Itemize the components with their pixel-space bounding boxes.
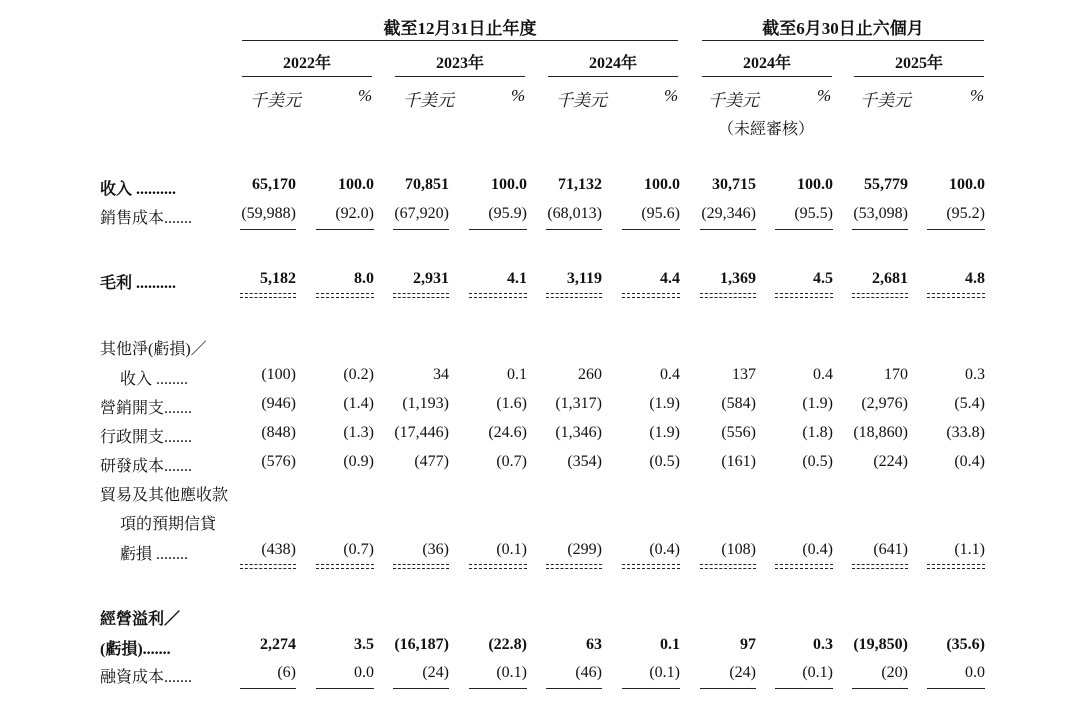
total-double-rule: [240, 564, 296, 569]
table-cell: 1,369: [720, 270, 756, 287]
table-cell: (946): [261, 395, 296, 412]
subtotal-rule: [469, 688, 527, 689]
table-cell: 100.0: [491, 176, 527, 193]
year-rule-2025-half: [854, 76, 984, 77]
total-double-rule: [700, 293, 756, 298]
table-cell: 2,931: [413, 270, 449, 287]
table-cell: (1.8): [802, 424, 833, 441]
table-cell: 100.0: [797, 176, 833, 193]
table-cell: 34: [433, 366, 449, 383]
table-cell: (0.5): [649, 453, 680, 470]
table-cell: 2,274: [260, 636, 296, 653]
total-double-rule: [469, 564, 527, 569]
unit-pct-2024-annual: %: [664, 86, 679, 105]
subtotal-rule: [546, 229, 602, 230]
year-rule-2024-half: [702, 76, 832, 77]
table-cell: (848): [261, 424, 296, 441]
table-cell: 4.8: [965, 270, 985, 287]
unaudited-note: （未經審核）: [718, 121, 815, 138]
subtotal-rule: [927, 688, 985, 689]
table-cell: 3,119: [566, 270, 602, 287]
table-cell: (2,976): [861, 395, 908, 412]
total-double-rule: [546, 293, 602, 298]
total-double-rule: [775, 564, 833, 569]
table-cell: (59,988): [241, 205, 296, 222]
table-cell: (584): [721, 395, 756, 412]
subtotal-rule: [469, 229, 527, 230]
subtotal-rule: [700, 229, 756, 230]
row-label-ecl-line3: 虧損 ........: [120, 546, 189, 563]
table-cell: 55,779: [864, 176, 908, 193]
row-label-operating-line1: 經營溢利／: [100, 611, 181, 628]
total-double-rule: [852, 564, 908, 569]
table-cell: (67,920): [394, 205, 449, 222]
table-cell: 0.4: [813, 366, 833, 383]
table-cell: 0.0: [354, 664, 374, 681]
table-cell: (16,187): [394, 636, 449, 653]
row-label-cost-of-sales: 銷售成本.......: [100, 210, 193, 227]
table-cell: (576): [261, 453, 296, 470]
table-cell: (18,860): [853, 424, 908, 441]
table-cell: (95.5): [794, 205, 833, 222]
table-cell: 260: [578, 366, 602, 383]
table-cell: (1.9): [649, 424, 680, 441]
table-cell: (22.8): [488, 636, 527, 653]
table-cell: 2,681: [872, 270, 908, 287]
table-cell: (17,446): [394, 424, 449, 441]
table-cell: (35.6): [946, 636, 985, 653]
unit-amount-2024-annual: 千美元: [556, 91, 607, 110]
row-label-rd-costs: 研發成本.......: [100, 458, 193, 475]
total-double-rule: [775, 293, 833, 298]
unit-pct-2025-half: %: [970, 86, 985, 105]
year-header-2025-half: 2025年: [894, 55, 943, 72]
table-cell: (20): [881, 664, 908, 681]
subtotal-rule: [775, 688, 833, 689]
row-label-marketing-expenses: 營銷開支.......: [100, 400, 193, 417]
table-cell: (0.1): [496, 664, 527, 681]
table-cell: 0.4: [660, 366, 680, 383]
table-cell: (0.4): [954, 453, 985, 470]
table-cell: (1.6): [496, 395, 527, 412]
total-double-rule: [622, 293, 680, 298]
table-cell: (108): [721, 541, 756, 558]
table-cell: (53,098): [853, 205, 908, 222]
table-cell: (1,346): [555, 424, 602, 441]
table-cell: 100.0: [338, 176, 374, 193]
table-cell: (299): [567, 541, 602, 558]
row-label-other-net-line1: 其他淨(虧損)／: [100, 341, 207, 358]
table-cell: 4.5: [813, 270, 833, 287]
row-label-other-net-line2: 收入 ........: [120, 371, 189, 388]
total-double-rule: [393, 564, 449, 569]
table-cell: 65,170: [252, 176, 296, 193]
table-cell: (224): [873, 453, 908, 470]
subtotal-rule: [393, 229, 449, 230]
total-double-rule: [316, 564, 374, 569]
table-cell: 97: [740, 636, 756, 653]
subtotal-rule: [546, 688, 602, 689]
row-label-gross-profit: 毛利 ..........: [100, 275, 177, 292]
unit-amount-2024-half: 千美元: [708, 91, 759, 110]
subtotal-rule: [852, 229, 908, 230]
total-double-rule: [852, 293, 908, 298]
total-double-rule: [469, 293, 527, 298]
table-cell: 0.3: [813, 636, 833, 653]
subtotal-rule: [240, 229, 296, 230]
table-cell: (36): [422, 541, 449, 558]
table-cell: (0.9): [343, 453, 374, 470]
table-cell: 63: [586, 636, 602, 653]
table-cell: 71,132: [558, 176, 602, 193]
subtotal-rule: [775, 229, 833, 230]
table-cell: (68,013): [547, 205, 602, 222]
table-cell: (46): [575, 664, 602, 681]
table-cell: 100.0: [644, 176, 680, 193]
unit-pct-2024-half: %: [817, 86, 832, 105]
table-cell: (1,193): [402, 395, 449, 412]
unit-pct-2023: %: [511, 86, 526, 105]
table-cell: (0.1): [496, 541, 527, 558]
table-cell: (1,317): [555, 395, 602, 412]
total-double-rule: [546, 564, 602, 569]
subtotal-rule: [316, 229, 374, 230]
table-cell: (438): [261, 541, 296, 558]
table-cell: (1.1): [954, 541, 985, 558]
table-cell: (477): [414, 453, 449, 470]
group-title-half-year: 截至6月30日止六個月: [762, 19, 924, 38]
table-cell: 137: [732, 366, 756, 383]
table-cell: (95.9): [488, 205, 527, 222]
year-rule-2024-annual: [548, 76, 678, 77]
table-cell: (24.6): [488, 424, 527, 441]
unit-amount-2023: 千美元: [403, 91, 454, 110]
total-double-rule: [240, 293, 296, 298]
table-cell: (641): [873, 541, 908, 558]
table-cell: 0.1: [507, 366, 527, 383]
table-cell: 0.0: [965, 664, 985, 681]
table-cell: (95.2): [946, 205, 985, 222]
subtotal-rule: [316, 688, 374, 689]
year-header-2022: 2022年: [282, 55, 331, 72]
group-rule-half-year: [702, 40, 984, 41]
table-cell: (556): [721, 424, 756, 441]
table-cell: 30,715: [712, 176, 756, 193]
table-cell: (0.1): [649, 664, 680, 681]
table-cell: 4.4: [660, 270, 680, 287]
table-cell: 170: [884, 366, 908, 383]
table-cell: (19,850): [853, 636, 908, 653]
row-label-admin-expenses: 行政開支.......: [100, 429, 193, 446]
table-cell: (0.5): [802, 453, 833, 470]
year-header-2023: 2023年: [435, 55, 484, 72]
table-cell: (1.9): [649, 395, 680, 412]
table-cell: (95.6): [641, 205, 680, 222]
table-cell: (24): [729, 664, 756, 681]
table-cell: (0.2): [343, 366, 374, 383]
subtotal-rule: [700, 688, 756, 689]
table-cell: (1.3): [343, 424, 374, 441]
total-double-rule: [393, 293, 449, 298]
row-label-revenue: 收入 ..........: [100, 181, 177, 198]
table-cell: (1.9): [802, 395, 833, 412]
total-double-rule: [927, 293, 985, 298]
row-label-ecl-line2: 項的預期信貸: [120, 516, 217, 533]
table-cell: (161): [721, 453, 756, 470]
table-cell: (29,346): [701, 205, 756, 222]
year-rule-2023: [395, 76, 525, 77]
table-cell: 0.1: [660, 636, 680, 653]
table-cell: (0.7): [496, 453, 527, 470]
row-label-finance-costs: 融資成本.......: [100, 669, 193, 686]
table-cell: (33.8): [946, 424, 985, 441]
unit-amount-2025-half: 千美元: [860, 91, 911, 110]
table-cell: 100.0: [949, 176, 985, 193]
row-label-operating-line2: (虧損).......: [100, 641, 171, 658]
unit-amount-2022: 千美元: [250, 91, 301, 110]
table-cell: (0.4): [802, 541, 833, 558]
table-cell: (6): [277, 664, 296, 681]
year-rule-2022: [242, 76, 372, 77]
total-double-rule: [927, 564, 985, 569]
table-cell: (0.4): [649, 541, 680, 558]
table-cell: 0.3: [965, 366, 985, 383]
unit-pct-2022: %: [358, 86, 373, 105]
table-cell: (0.7): [343, 541, 374, 558]
group-title-annual: 截至12月31日止年度: [383, 19, 537, 38]
table-cell: (5.4): [954, 395, 985, 412]
subtotal-rule: [240, 688, 296, 689]
total-double-rule: [316, 293, 374, 298]
year-header-2024-annual: 2024年: [588, 55, 637, 72]
table-cell: 3.5: [354, 636, 374, 653]
table-cell: 4.1: [507, 270, 527, 287]
table-cell: 8.0: [354, 270, 374, 287]
subtotal-rule: [622, 688, 680, 689]
table-cell: (354): [567, 453, 602, 470]
table-cell: (24): [422, 664, 449, 681]
table-cell: 5,182: [260, 270, 296, 287]
total-double-rule: [622, 564, 680, 569]
year-header-2024-half: 2024年: [742, 55, 791, 72]
subtotal-rule: [622, 229, 680, 230]
subtotal-rule: [852, 688, 908, 689]
row-label-ecl-line1: 貿易及其他應收款: [100, 487, 229, 504]
table-cell: (0.1): [802, 664, 833, 681]
group-rule-annual: [242, 40, 678, 41]
table-cell: (100): [261, 366, 296, 383]
subtotal-rule: [393, 688, 449, 689]
subtotal-rule: [927, 229, 985, 230]
table-cell: (92.0): [335, 205, 374, 222]
table-cell: (1.4): [343, 395, 374, 412]
total-double-rule: [700, 564, 756, 569]
table-cell: 70,851: [405, 176, 449, 193]
